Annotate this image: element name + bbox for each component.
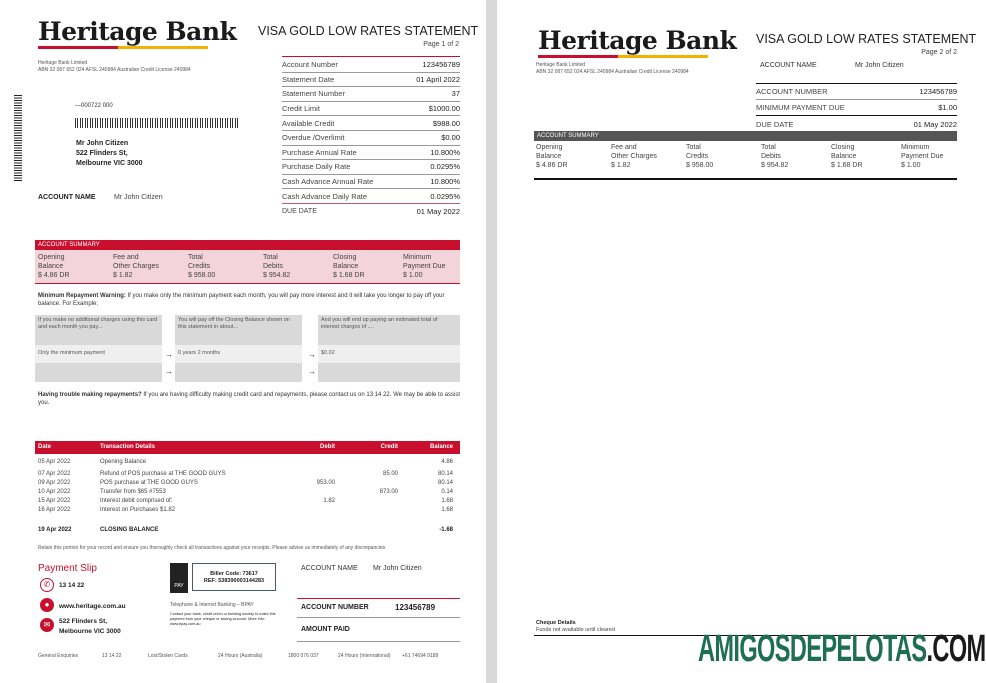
- phone-icon: ✆: [40, 578, 54, 592]
- repay-cell-empty: [175, 363, 302, 382]
- slip-account-number-label: ACCOUNT NUMBER: [301, 604, 369, 611]
- statement-title-2: VISA GOLD LOW RATES STATEMENT: [756, 32, 977, 46]
- info-row: [282, 204, 460, 219]
- tx-date: 07 Apr 2022: [38, 471, 71, 477]
- summary-label: Balance: [333, 263, 359, 270]
- cheque-details-title: Cheque Details: [536, 620, 576, 626]
- footer-item: General Enquiries: [38, 653, 79, 659]
- info-row: [282, 58, 460, 73]
- summary-bottom-rule: [534, 178, 957, 180]
- tx-balance: 80.14: [437, 471, 453, 477]
- tx-debit: 953.00: [316, 480, 335, 486]
- amount-paid-label: AMOUNT PAID: [301, 626, 350, 633]
- info-label: Available Credit: [282, 118, 335, 128]
- info-value: 37: [451, 89, 460, 99]
- summary-column: [761, 143, 788, 170]
- summary-label: Debits: [263, 263, 283, 270]
- mail-icon: ✉: [40, 618, 54, 632]
- watermark: AMIGOSDEPELOTAS.COM: [698, 628, 986, 670]
- row-label: DUE DATE: [756, 119, 794, 129]
- mouse-web-icon: ●: [40, 598, 54, 612]
- bank-legal-2: Heritage Bank Limited ABN 32 087 652 024 AFSL 240984 Australian Credit License 240984: [536, 62, 689, 75]
- biller-box: Biller Code: 73617 REF: 538390003144283: [192, 563, 276, 591]
- info-label: Cash Advance Annual Rate: [282, 177, 374, 187]
- tx-details: Transfer from $65 #7553: [100, 489, 166, 495]
- repay-header: And you will end up paying an estimated total of interest charges of ....: [318, 315, 460, 345]
- info-label: Credit Limit: [282, 104, 320, 114]
- summary-column: [188, 253, 215, 280]
- tx-balance: 80.14: [437, 480, 453, 486]
- repay-header: If you make no additional charges using this card and each month you pay...: [35, 315, 162, 345]
- info-label: Account Number: [282, 60, 338, 70]
- summary-column: [831, 143, 863, 170]
- account-summary-header: ACCOUNT SUMMARY: [35, 240, 460, 250]
- closing-balance: -1.68: [439, 527, 453, 533]
- summary-value: $ 954.82: [761, 162, 789, 169]
- summary-value: $ 958.00: [686, 162, 714, 169]
- page-gap: [486, 0, 497, 683]
- repayment-help-text: Having trouble making repayments? If you are having difficulty making credit card and repayments, please contact us on 13 14 22. We may be able to assist you.: [38, 392, 460, 406]
- footer-item: 13 14 22: [102, 653, 122, 659]
- summary-label: Balance: [38, 263, 64, 270]
- info-row: [282, 116, 460, 131]
- info-row: [282, 146, 460, 161]
- tx-date: 09 Apr 2022: [38, 480, 71, 486]
- summary-label: Total: [188, 254, 203, 261]
- mail-code: —000722 000: [75, 103, 113, 109]
- summary-label: Minimum: [901, 144, 930, 151]
- slip-account-name: Mr John Citizen: [373, 565, 422, 572]
- summary-value: $ 4.86 DR: [38, 272, 70, 279]
- bank-logo: Heritage Bank: [38, 17, 237, 46]
- minimum-repayment-warning: Minimum Repayment Warning: If you make only the minimum payment each month, you will pay more interest and it will take you longer to pay off your balance. For Example;: [38, 293, 445, 307]
- footer-item: 24 Hours (Australia): [218, 653, 263, 659]
- logo-underline-red: [38, 46, 118, 49]
- info-row: [282, 175, 460, 190]
- row-value: 01 May 2022: [913, 119, 957, 129]
- repay-header: You will pay off the Closing Balance shown on this statement in about...: [175, 315, 302, 345]
- bpay-title: Telephone & Internet Banking – BPAY: [170, 602, 254, 608]
- bpay-instructions: Contact your bank, credit union or building society to make this payment from your cheque or saving account. More info: www.bpay.com.au: [170, 612, 276, 626]
- info-label: Purchase Annual Rate: [282, 147, 357, 157]
- tx-balance: 0.14: [441, 489, 453, 495]
- summary-column: [611, 143, 657, 170]
- summary-value: $ 1.68 DR: [831, 162, 863, 169]
- info-value: $1000.00: [428, 104, 460, 114]
- tx-date: 15 Apr 2022: [38, 498, 71, 504]
- info-row: [282, 189, 460, 204]
- tx-details: Interest on Purchases $1.82: [100, 507, 176, 513]
- account-name-label: ACCOUNT NAME: [38, 194, 96, 201]
- slip-rule: [297, 598, 460, 599]
- slip-account-name-label: ACCOUNT NAME: [301, 565, 358, 572]
- summary-value: $ 1.00: [403, 272, 423, 279]
- tx-balance: 1.68: [441, 498, 453, 504]
- tx-header: Balance: [429, 444, 453, 450]
- info-value: 123456789: [422, 60, 460, 70]
- side-barcode: [14, 95, 22, 181]
- account-name-label-2: ACCOUNT NAME: [760, 62, 817, 69]
- summary-label: Closing: [831, 144, 855, 151]
- arrow-icon: →: [165, 350, 173, 359]
- info-label: DUE DATE: [282, 207, 317, 215]
- info-value: $0.00: [441, 133, 460, 143]
- row-label: MINIMUM PAYMENT DUE: [756, 103, 845, 112]
- tx-credit: 873.00: [379, 489, 398, 495]
- info-label: Statement Date: [282, 74, 335, 84]
- summary-label: Total: [686, 144, 701, 151]
- logo-underline-yellow: [618, 55, 708, 58]
- retain-notice: Retain this portion for your record and ensure you thoroughly check all transactions against your receipts. Please advise us immediately of any discrepancies.: [38, 545, 387, 551]
- arrow-icon: →: [308, 367, 316, 376]
- account-name-value: Mr John Citizen: [114, 194, 163, 201]
- cheque-details-text: Funds not available until cleared: [536, 627, 615, 633]
- summary-label: Minimum: [403, 254, 432, 261]
- summary-column: [263, 253, 290, 280]
- info-value: 0.0295%: [430, 191, 460, 201]
- summary-label: Closing: [333, 254, 357, 261]
- tx-balance: 1.68: [441, 507, 453, 513]
- info-value: $988.00: [432, 118, 460, 128]
- summary-label: Payment Due: [901, 153, 944, 160]
- summary-row: [756, 84, 957, 100]
- summary-label: Other Charges: [611, 153, 657, 160]
- logo-underline-red: [538, 55, 618, 58]
- info-value: 10.800%: [430, 147, 460, 157]
- repay-cell: 0 years 2 months: [175, 345, 302, 363]
- repay-cell: $0.02: [318, 345, 460, 363]
- tx-details: Refund of POS purchase at THE GOOD GUYS: [100, 471, 226, 477]
- summary-label: Balance: [831, 153, 857, 160]
- mailing-address: Mr John Citizen 522 Flinders St, Melbourne VIC 3000: [76, 140, 143, 167]
- summary-label: Other Charges: [113, 263, 159, 270]
- summary-column: [403, 253, 445, 280]
- bpay-logo: PAY: [170, 563, 188, 593]
- tx-details: POS purchase at THE GOOD GUYS: [100, 480, 198, 486]
- summary-value: $ 1.68 DR: [333, 272, 365, 279]
- repay-cell-empty: [35, 363, 162, 382]
- bank-logo-2: Heritage Bank: [538, 26, 737, 55]
- summary-label: Total: [761, 144, 776, 151]
- summary-row: [756, 100, 957, 116]
- tx-date: 16 Apr 2022: [38, 507, 71, 513]
- summary-column: [38, 253, 70, 280]
- account-summary-header-2: ACCOUNT SUMMARY: [534, 131, 957, 141]
- summary-label: Payment Due: [403, 263, 446, 270]
- slip-address: 522 Flinders St, Melbourne VIC 3000: [59, 618, 121, 635]
- row-value: 123456789: [919, 87, 957, 96]
- summary-column: [333, 253, 365, 280]
- summary-value: $ 1.82: [611, 162, 631, 169]
- info-row: [282, 73, 460, 88]
- slip-phone: 13 14 22: [59, 582, 85, 589]
- row-value: $1.00: [938, 103, 957, 112]
- summary-value: $ 1.82: [113, 272, 133, 279]
- summary-value: $ 958.00: [188, 272, 216, 279]
- tx-balance: 4.86: [441, 459, 453, 465]
- info-label: Overdue /Overlimit: [282, 133, 345, 143]
- amount-paid-field[interactable]: [297, 641, 460, 642]
- tx-header: Date: [38, 444, 52, 450]
- info-row: [282, 131, 460, 146]
- summary-value: $ 1.00: [901, 162, 921, 169]
- tx-header: Debit: [320, 444, 335, 450]
- bank-legal: Heritage Bank Limited ABN 32 087 652 024 AFSL 240984 Australian Credit License 240984: [38, 60, 191, 73]
- info-row: [282, 160, 460, 175]
- tx-date: 05 Apr 2022: [38, 459, 71, 465]
- arrow-icon: →: [308, 350, 316, 359]
- summary-label: Fee and: [113, 254, 139, 261]
- tx-debit: 1.82: [323, 498, 335, 504]
- tx-header: Transaction Details: [100, 444, 156, 450]
- info-value: 01 May 2022: [416, 206, 460, 216]
- summary-column: [113, 253, 159, 280]
- page-number-2: Page 2 of 2: [921, 49, 957, 56]
- summary-label: Balance: [536, 153, 562, 160]
- info-value: 01 April 2022: [416, 74, 460, 84]
- row-label: ACCOUNT NUMBER: [756, 87, 828, 96]
- summary-label: Debits: [761, 153, 781, 160]
- arrow-icon: →: [165, 367, 173, 376]
- info-top-rule: [282, 56, 460, 57]
- account-name-2: Mr John Citizen: [855, 62, 904, 69]
- repay-cell-empty: [318, 363, 460, 382]
- summary-column: [536, 143, 568, 170]
- summary-value: $ 954.82: [263, 272, 291, 279]
- repay-cell: Only the minimum payment: [35, 345, 162, 363]
- postal-barcode: [75, 118, 240, 128]
- summary-column: [901, 143, 943, 170]
- summary-label: Total: [263, 254, 278, 261]
- closing-details: CLOSING BALANCE: [100, 527, 159, 533]
- account-summary-panel: [35, 250, 460, 284]
- info-row: [282, 87, 460, 102]
- closing-date: 19 Apr 2022: [38, 527, 72, 533]
- info-row: [282, 102, 460, 117]
- statement-title: VISA GOLD LOW RATES STATEMENT: [258, 24, 479, 38]
- tx-credit: 85.00: [382, 471, 398, 477]
- footer-item: +61 74694 9189: [402, 653, 439, 659]
- logo-underline-yellow: [118, 46, 208, 49]
- summary-row: [756, 116, 957, 132]
- slip-rule-2: [297, 617, 460, 618]
- payment-slip-title: Payment Slip: [38, 563, 97, 574]
- summary-label: Opening: [536, 144, 563, 151]
- info-label: Purchase Daily Rate: [282, 162, 351, 172]
- info-value: 10.800%: [430, 177, 460, 187]
- page-number: Page 1 of 2: [423, 41, 459, 48]
- summary-label: Opening: [38, 254, 65, 261]
- slip-website: www.heritage.com.au: [59, 603, 126, 610]
- summary-column: [686, 143, 713, 170]
- tx-details: Interest debit comprised of:: [100, 498, 173, 504]
- tx-details: Opening Balance: [100, 459, 147, 465]
- info-value: 0.0295%: [430, 162, 460, 172]
- summary-label: Credits: [188, 263, 211, 270]
- footer-item: 1800 076 037: [288, 653, 319, 659]
- info-label: Cash Advance Daily Rate: [282, 191, 368, 201]
- slip-account-number: 123456789: [395, 603, 436, 612]
- summary-label: Credits: [686, 153, 709, 160]
- summary-label: Fee and: [611, 144, 637, 151]
- footer-item: Lost/Stolen Cards: [148, 653, 188, 659]
- footer-item: 24 Hours (International): [338, 653, 391, 659]
- tx-header: Credit: [380, 444, 398, 450]
- tx-date: 10 Apr 2022: [38, 489, 71, 495]
- info-label: Statement Number: [282, 89, 345, 99]
- summary-value: $ 4.86 DR: [536, 162, 568, 169]
